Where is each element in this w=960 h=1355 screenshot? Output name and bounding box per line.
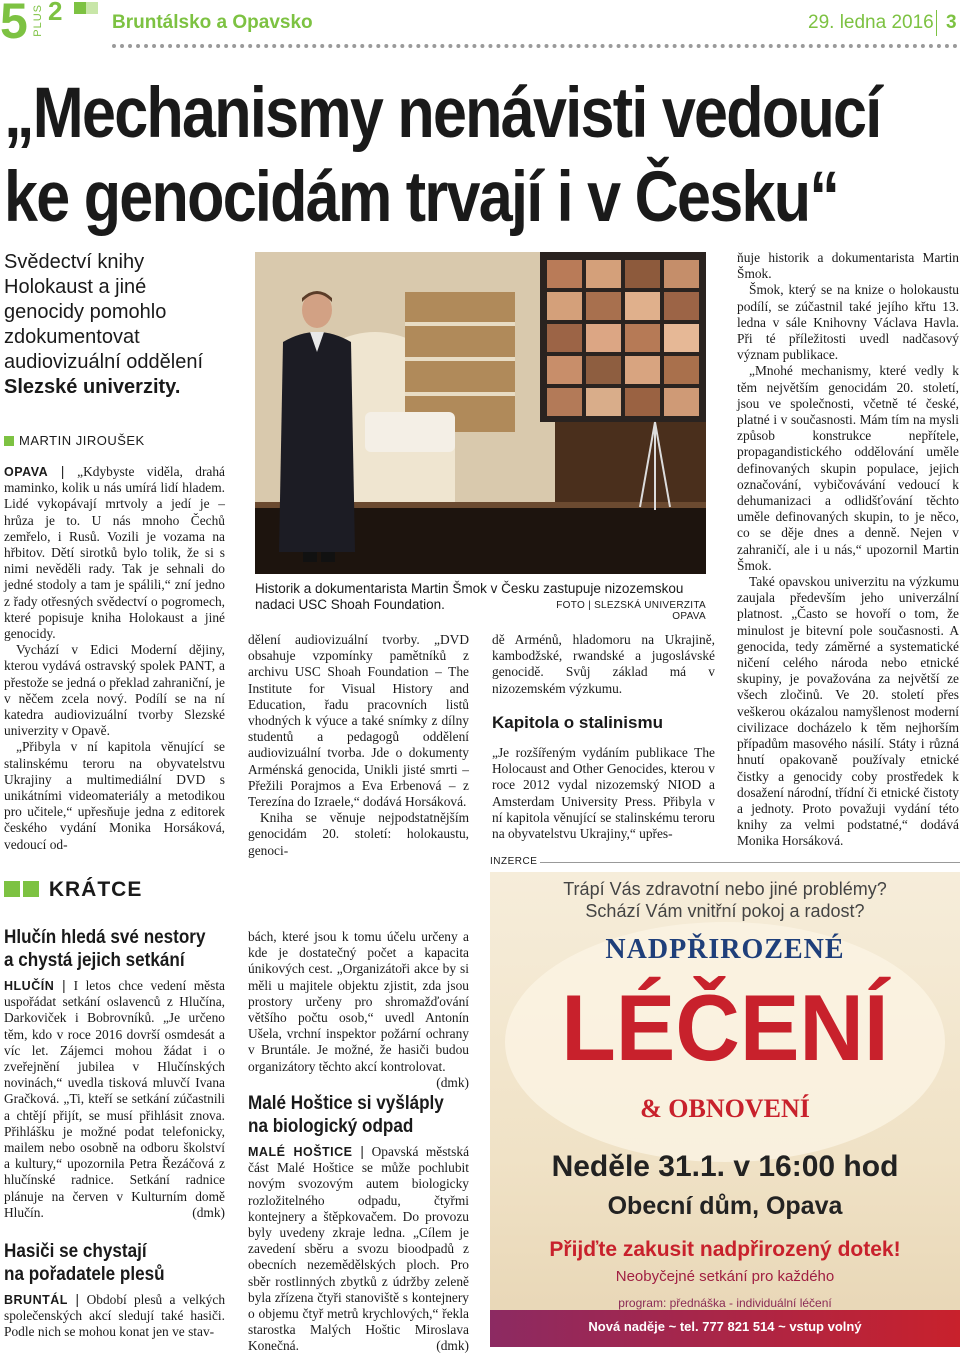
page-number: 3 (946, 12, 957, 33)
paragraph: Také opavskou univerzitu na výzkumu zaujala především jeho univerzální platnost. „Často se hovoří o tom, že minulost je bitevní pole současnosti. A genocida, tedy záměrné a systematické ničení celého národa nebo etnické skupiny, je považována za největší ze všech zločinů. Ve 20. století přes veškerou okázalou namyšlenost moderní civilizace docházelo k těm nejhorším případům masového násilí. Státy i různá hnutí opakovaně používaly etnické čistky a genocidy coby prostředek k dosažení národní, třídní či etnické čistoty a jednoty. Proto považuji vydání této knihy za velmi podstatné,“ dodává Monika Horsáková. (737, 574, 959, 849)
ad-rule (540, 862, 960, 863)
caption-text: Historik a dokumentarista Martin Šmok v Česku zastupuje nizozemskou nadaci USC Shoah Foundation. (255, 581, 684, 612)
briefs-square-icon (23, 881, 39, 897)
photo-lecture-hall (255, 252, 706, 574)
ad-label: INZERCE (490, 856, 538, 867)
brief-signature: (dmk) (436, 1074, 469, 1090)
issue-date: 29. ledna 2016 (808, 12, 934, 33)
briefs-square-icon (4, 881, 20, 897)
article-photo (255, 252, 706, 574)
paragraph: ňuje historik a dokumentarista Martin Šmok. (737, 250, 959, 282)
paragraph: dě Arménů, hladomoru na Ukrajině, kambodžské, rwandské a jugoslávské genocidě. Svůj základ má v nizozemském výzkumu. (492, 632, 715, 696)
ad-program: program: přednáška - individuální léčení (618, 1296, 832, 1310)
ad-call-to-action: Přijďte zakusit nadpřirozený dotek! (549, 1238, 901, 1261)
ad-contact: Nová naděje ~ tel. 777 821 514 ~ vstup volný (588, 1319, 862, 1334)
dateline: BRUNTÁL (4, 1293, 68, 1307)
brief-3-title: Malé Hoštice si vyšláply na biologický odpad (248, 1093, 444, 1137)
headline-line-1: „Mechanismy nenávisti vedoucí (4, 74, 881, 153)
advertisement[interactable] (490, 872, 960, 1347)
briefs-section-title: KRÁTCE (4, 878, 142, 902)
ad-title-3: & OBNOVENÍ (640, 1094, 810, 1123)
photo-credit: FOTO | SLEZSKÁ UNIVERZITA OPAVA (556, 600, 706, 622)
article-column-1 (4, 464, 225, 853)
author-name: MARTIN JIROUŠEK (19, 433, 145, 448)
ad-venue: Obecní dům, Opava (607, 1192, 843, 1220)
ad-title-1: NADPŘIROZENÉ (605, 934, 845, 965)
ad-date-time: Neděle 31.1. v 16:00 hod (551, 1150, 899, 1183)
brief-1-title: Hlučín hledá své nestory a chystá jejich setkání (4, 927, 206, 971)
ad-question: Trápí Vás zdravotní nebo jiné problémy? Schází Vám vnitřní pokoj a radost? (563, 879, 887, 921)
section-title: Bruntálsko a Opavsko (112, 12, 313, 33)
brief-signature: (dmk) (436, 1338, 469, 1354)
dateline: MALÉ HOŠTICE (248, 1145, 353, 1159)
brief-2-body: BRUNTÁL | Období plesů a velkých společenských akcí sledují také hasiči. Podle nich se mohou konat jen ve stav- (4, 1292, 226, 1340)
brief-3-body: MALÉ HOŠTICE | Opavská městská část Malé Hoštice se může pochlubit novým svozovým autem biologicky rozložitelného odpadu, čtyřmi kontejnery a štěpkovačem. Do provozu byly uvedeny zkraje ledna. „Cílem je zavedení sběru a svozu bioodpadů z obecních nezemědělských ploch. Pro sběr rostlinných zbytků z údržby zeleně byla zřízena čtyři stanoviště s kontejnery o objemu čtyř metrů krychlových,“ řekla starostka Malých Hoštic Miroslava Konečná. (dmk) (248, 1144, 470, 1354)
paragraph: OPAVA | „Kdybyste viděla, drahá maminko, kolik u nás umírá lidí hladem. Lidé vykopávají mrtvoly a jedí je – hrůza je to. U nás mnoho Čechů zemřelo, i Rusů. Vozili je vozama na hřbitov. Dětí sirotků bylo tolik, že si s nimi nevěděli rady. Tak je sehnali do jedné stodoly a tam je spálili,“ zní jedno z řady otřesných svědectví o pogromech, které popisuje kniha Holokaust a jiné genocidy. (4, 464, 225, 642)
brief-signature: (dmk) (192, 1204, 225, 1220)
paragraph: „Je rozšířeným vydáním publikace The Holocaust and Other Genocides, kterou v roce 2012 vydal nizozemský NIOD a Amsterdam University Press. Přibyla v ní kapitola věnující se stalinskému teroru na obyvatelstvu Ukrajiny,“ upřes- (492, 745, 715, 842)
ad-call-to-action-sub: Neobyčejné setkání pro každého (615, 1268, 835, 1285)
article-column-4 (737, 250, 959, 850)
logo-square-icon (74, 2, 86, 14)
author-byline (4, 433, 145, 448)
header-rule (112, 44, 958, 48)
subheading: Kapitola o stalinismu (492, 712, 663, 732)
lead-paragraph (4, 250, 224, 400)
paragraph: „Mnohé mechanismy, které vedly k těm největším genocidám 20. století, jsou ve společnosti, včetně té české, platné i v současnosti. Mám tím na mysli způsob konstrukce nepřítele, propagandistického oddělování uměle definovaných skupin populace, jejich označování, vybičovávání vedoucí k dehumanizaci a odlidšťování těchto uměle definovaných skupin, to je něco, co se děje dnes a denně. Nejen v zahraničí, ale i u nás,“ upozornil Martin Šmok. (737, 363, 959, 573)
headline-line-2: ke genocidám trvají i v Česku“ (4, 158, 839, 237)
paragraph: Šmok, který se na knize o holokaustu podílí, se zúčastnil také jejího křtu 13. ledna v sále Knihovny Václava Havla. Při té příležitosti uvedl nadčasový význam publikace. (737, 282, 959, 363)
brief-2-body-continued: bách, které jsou k tomu účelu určeny a kde je dostatečný počet a kapacita únikových cest. „Organizátoři akce by si měli u majitele objektu zjistit, zda jsou prostory určeny pro shromažďování většího počtu osob,“ uvedl Antonín Ušela, vrchní inspektor požární ochrany v Bruntále. Je možné, že hasiči budou organizátory těchto akcí kontrolovat. (dmk) (248, 929, 469, 1090)
article-column-2 (248, 632, 469, 859)
brief-2-title: Hasiči se chystají na pořadatele plesů (4, 1241, 165, 1285)
logo-square-icon (86, 2, 98, 14)
lead-text: Svědectví knihy Holokaust a jiné genocidy pomohlo zdokumentovat audiovizuální oddělení (4, 251, 204, 373)
paragraph: Vychází v Edici Moderní dějiny, kterou vydává ostravský spolek PANT, a přestože se jedná o překlad zahraniční, je v něčem zcela nový. Podílí se na ní katedra audiovizuální tvorby Slezské univerzity v Opavě. (4, 642, 225, 739)
paragraph: dělení audiovizuální tvorby. „DVD obsahuje vzpomínky pamětníků z archivu USC Shoah Foundation – The Institute for Visual History and Education, řadu pracovních listů vhodných k výuce a také snímky z dílny studentů a pedagogů oddělení audiovizuální tvorba. Jde o dokumenty Arménská genocida, Unikli jisté smrti – Přežili Porajmos a Eva Erbenová – z Terezína do Izraele,“ dodává Horsáková. (248, 632, 469, 810)
byline-square-icon (4, 436, 14, 446)
brief-1-body: HLUČÍN | I letos chce vedení města uspořádat setkání oslavenců z Hlučína, Darkoviček i Bobrovníků. „Je určeno těm, kdo v roce 2016 dovrší osmdesát a víc let. Zájemci mohou žádat i o zveřejnění jubilea v Hlučínských novinách,“ uvedla tisková mluvčí Ivana Gračková. „Ti, kteří se setkání zúčastnili a chtějí přijít, se musí přihlásit znova. Přihlášku je možné podat telefonicky, mailem nebo osobně na odboru školství a kultury,“ upozornila Petra Řezáčová z hlučínské radnice. Setkání radnice plánuje na červen v Kulturním domě Hlučín. (dmk) (4, 978, 225, 1220)
paragraph: Kniha se věnuje nejpodstatnějším genocidám 20. století: holokaustu, genoci- (248, 810, 469, 858)
dateline: HLUČÍN (4, 979, 55, 993)
logo-plus: PLUS (32, 4, 44, 37)
dateline: OPAVA (4, 465, 49, 479)
paragraph: „Přibyla v ní kapitola věnující se stalinskému teroru na obyvatelstvu Ukrajiny a multimediální DVD s unikátními videomateriály a metodikou pro učitele,“ upřesňuje jedna z editorek českého vydání Monika Horsáková, vedoucí od- (4, 739, 225, 852)
article-column-3 (492, 632, 715, 842)
page-divider (936, 10, 937, 36)
logo-superscript: 2 (48, 0, 63, 26)
lead-text-bold: Slezské univerzity. (4, 376, 181, 398)
ad-title-2: LÉČENÍ (561, 975, 889, 1080)
headline (4, 72, 881, 240)
logo-digit: 5 (0, 0, 28, 49)
